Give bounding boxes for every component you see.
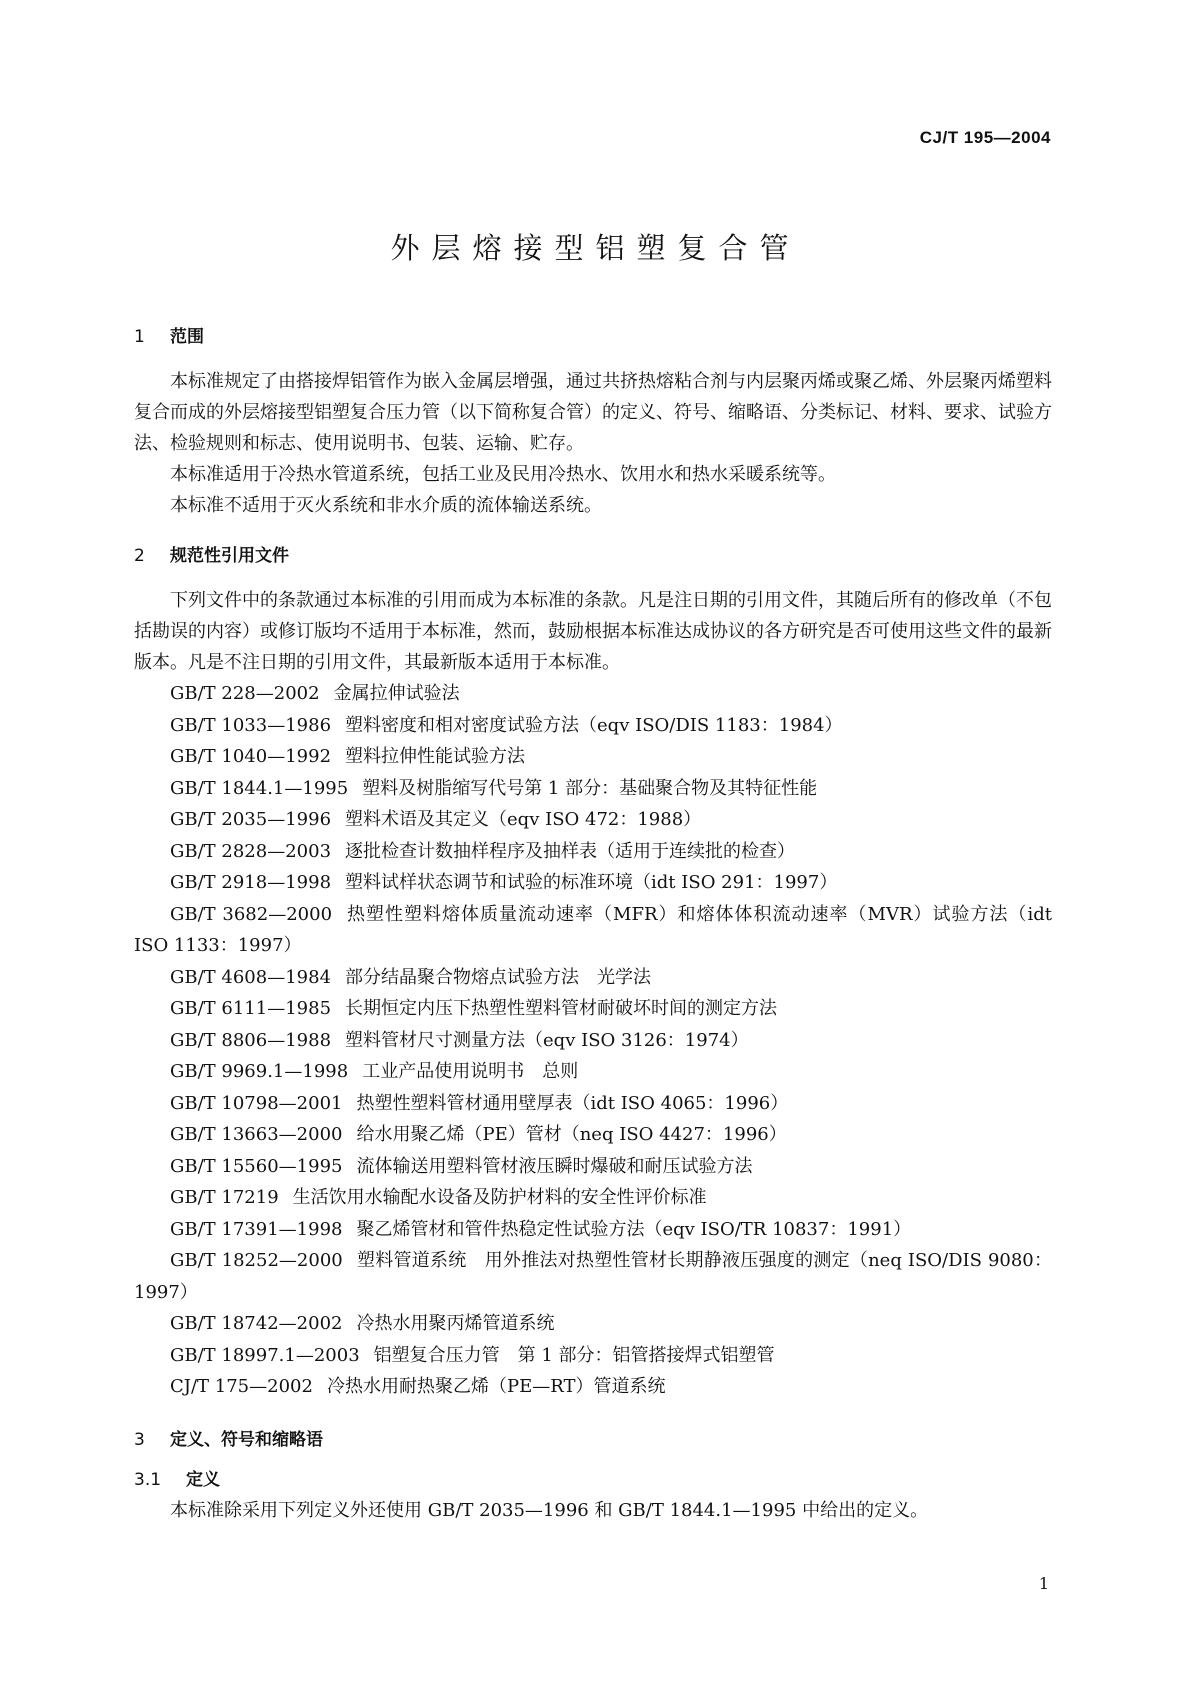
section-1-paragraph: 本标准规定了由搭接焊铝管作为嵌入金属层增强，通过共挤热熔粘合剂与内层聚丙烯或聚乙烯、外层聚丙烯塑料复合而成的外层熔接型铝塑复合压力管（以下简称复合管）的定义、符号、缩略语、分类标记、材料、要求、试验方法、检验规则和标志、使用说明书、包装、运输、贮存。 (134, 371, 1052, 454)
reference-title: 流体输送用塑料管材液压瞬时爆破和耐压试验方法 (356, 1155, 753, 1177)
section-1-heading (134, 322, 1052, 352)
reference-item (134, 678, 1052, 710)
reference-code: GB/T 15560—1995 (170, 1155, 343, 1177)
reference-item (134, 899, 1052, 962)
reference-code: GB/T 2828—2003 (170, 840, 332, 862)
reference-list (134, 678, 1052, 1403)
reference-item (134, 1245, 1052, 1308)
reference-title: 热塑性塑料管材通用壁厚表（idt ISO 4065：1996） (356, 1092, 789, 1114)
reference-title: 部分结晶聚合物熔点试验方法 光学法 (345, 966, 652, 988)
reference-code: GB/T 2035—1996 (170, 809, 332, 830)
reference-code: GB/T 10798—2001 (170, 1092, 343, 1114)
section-3-number: 3 (134, 1429, 145, 1450)
reference-item (134, 1371, 1052, 1403)
reference-title: 塑料管材尺寸测量方法（eqv ISO 3126：1974） (345, 1029, 749, 1051)
section-1-paragraph: 本标准不适用于灭火系统和非水介质的流体输送系统。 (170, 495, 602, 516)
reference-item (134, 1088, 1052, 1120)
section-1-number: 1 (134, 327, 145, 347)
reference-code: GB/T 1844.1—1995 (170, 777, 349, 799)
section-2-heading (134, 541, 1052, 571)
reference-code: GB/T 1033—1986 (170, 714, 332, 736)
reference-code: GB/T 4608—1984 (170, 966, 332, 988)
reference-code: GB/T 18997.1—2003 (170, 1344, 360, 1366)
subsection-3-1-title: 定义 (186, 1469, 220, 1490)
section-1-title: 范围 (170, 327, 204, 347)
subsection-3-1-heading (134, 1465, 1052, 1495)
section-2-intro: 下列文件中的条款通过本标准的引用而成为本标准的条款。凡是注日期的引用文件，其随后所有的修改单（不包括勘误的内容）或修订版均不适用于本标准，然而，鼓励根据本标准达成协议的各方研究是否可使用这些文件的最新版本。凡是不注日期的引用文件，其最新版本适用于本标准。 (134, 590, 1052, 673)
reference-item (134, 867, 1052, 899)
section-3-heading (134, 1425, 1052, 1455)
reference-item (134, 836, 1052, 868)
section-1-paragraph: 本标准适用于冷热水管道系统，包括工业及民用冷热水、饮用水和热水采暖系统等。 (170, 464, 836, 485)
reference-title: 长期恒定内压下热塑性塑料管材耐破坏时间的测定方法 (345, 998, 778, 1019)
reference-item (134, 741, 1052, 773)
reference-code: GB/T 18252—2000 (170, 1250, 343, 1271)
reference-title: 工业产品使用说明书 总则 (362, 1061, 579, 1082)
reference-title: 塑料管道系统 用外推法对热塑性管材长期静液压强度的测定（neq ISO/DIS 9080：1997） (134, 1250, 1053, 1303)
reference-code: GB/T 18742—2002 (170, 1313, 343, 1334)
section-2-title: 规范性引用文件 (170, 546, 289, 566)
reference-title: 热塑性塑料熔体质量流动速率（MFR）和熔体体积流动速率（MVR）试验方法（idt ISO 1133：1997） (134, 903, 1053, 956)
reference-code: GB/T 8806—1988 (170, 1029, 332, 1051)
reference-item (134, 1182, 1052, 1214)
standard-code: CJ/T 195—2004 (919, 128, 1051, 147)
reference-title: 塑料术语及其定义（eqv ISO 472：1988） (345, 809, 702, 830)
reference-code: GB/T 13663—2000 (170, 1124, 343, 1145)
reference-item (134, 773, 1052, 805)
reference-title: 塑料密度和相对密度试验方法（eqv ISO/DIS 1183：1984） (345, 714, 843, 736)
reference-title: 塑料及树脂缩写代号第 1 部分：基础聚合物及其特征性能 (362, 777, 818, 799)
reference-code: GB/T 1040—1992 (170, 746, 332, 767)
reference-code: GB/T 2918—1998 (170, 872, 332, 893)
subsection-3-1-number: 3.1 (134, 1469, 162, 1490)
reference-title: 给水用聚乙烯（PE）管材（neq ISO 4427：1996） (356, 1124, 787, 1145)
reference-code: GB/T 17391—1998 (170, 1218, 343, 1240)
reference-title: 冷热水用聚丙烯管道系统 (356, 1313, 555, 1334)
reference-item (134, 962, 1052, 994)
reference-code: CJ/T 175—2002 (170, 1376, 313, 1397)
reference-code: GB/T 6111—1985 (170, 998, 332, 1019)
reference-item (134, 993, 1052, 1025)
reference-title: 聚乙烯管材和管件热稳定性试验方法（eqv ISO/TR 10837：1991） (356, 1218, 912, 1240)
reference-item (134, 1151, 1052, 1183)
subsection-3-1-paragraph: 本标准除采用下列定义外还使用 GB/T 2035—1996 和 GB/T 1844.1—1995 中给出的定义。 (170, 1499, 929, 1521)
reference-item (134, 1025, 1052, 1057)
reference-title: 冷热水用耐热聚乙烯（PE—RT）管道系统 (326, 1376, 666, 1397)
reference-code: GB/T 9969.1—1998 (170, 1061, 349, 1082)
page-number: 1 (1038, 1574, 1049, 1593)
reference-item (134, 1214, 1052, 1246)
section-3-title: 定义、符号和缩略语 (170, 1429, 323, 1450)
reference-title: 塑料拉伸性能试验方法 (345, 746, 526, 767)
reference-item (134, 1056, 1052, 1088)
reference-code: GB/T 228—2002 (170, 683, 320, 704)
reference-title: 逐批检查计数抽样程序及抽样表（适用于连续批的检查） (345, 840, 796, 862)
document-title: 外层熔接型铝塑复合管 (390, 231, 801, 265)
reference-title: 塑料试样状态调节和试验的标准环境（idt ISO 291：1997） (345, 872, 838, 893)
reference-item (134, 1308, 1052, 1340)
reference-code: GB/T 3682—2000 (170, 903, 333, 925)
reference-item (134, 1119, 1052, 1151)
reference-item (134, 1340, 1052, 1372)
reference-item (134, 710, 1052, 742)
reference-title: 铝塑复合压力管 第 1 部分：铝管搭接焊式铝塑管 (373, 1344, 775, 1366)
reference-code: GB/T 17219 (170, 1187, 279, 1208)
reference-title: 生活饮用水输配水设备及防护材料的安全性评价标准 (292, 1187, 707, 1208)
document-body (134, 322, 1052, 1526)
reference-title: 金属拉伸试验法 (333, 683, 460, 704)
reference-item (134, 804, 1052, 836)
section-2-number: 2 (134, 546, 145, 566)
